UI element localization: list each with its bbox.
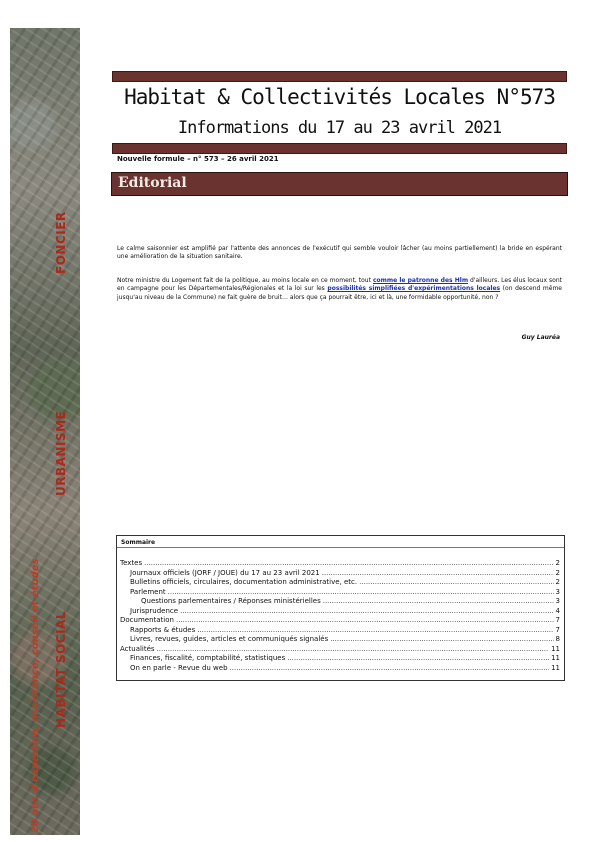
- toc-entry[interactable]: [117, 654, 564, 664]
- toc-entry-label: Actualités: [120, 644, 155, 653]
- banner-label-foncier: FONCIER: [54, 211, 68, 274]
- toc-entry-page: 11: [551, 644, 560, 653]
- banner-label-urbanisme: URBANISME: [54, 410, 68, 496]
- toc-entry-page: 4: [555, 606, 560, 615]
- toc-entry-label: Questions parlementaires / Réponses ministérielles: [141, 597, 321, 605]
- toc-leader-dots: [180, 607, 553, 617]
- toc-entry-page: 3: [555, 597, 560, 605]
- toc-entry-label: Textes: [120, 559, 143, 567]
- editorial-paragraph-2: [117, 277, 562, 302]
- toc-leader-dots: [330, 635, 553, 645]
- header-rule-bottom: [112, 143, 567, 154]
- editorial-text: (on descend même jusqu'au niveau de la Commune) ne fait guère de bruit… alors que ça pourrait être, ici et là, une formidable opportunité, non ?: [117, 285, 562, 301]
- toc-entry-label: Jurisprudence: [130, 606, 179, 615]
- toc-entry[interactable]: [117, 664, 564, 674]
- toc-entry-page: 3: [555, 587, 560, 596]
- toc-entry-page: 2: [555, 578, 560, 586]
- toc-leader-dots: [168, 588, 554, 598]
- toc-leader-dots: [176, 616, 554, 626]
- toc-leader-dots: [322, 569, 554, 579]
- page-subtitle: Informations du 17 au 23 avril 2021: [177, 118, 502, 138]
- toc-leader-dots: [323, 597, 554, 607]
- toc-heading: Sommaire: [117, 536, 564, 548]
- editorial-heading: Editorial: [118, 175, 187, 191]
- toc-entry[interactable]: [117, 569, 564, 579]
- toc-entry-page: 11: [551, 654, 560, 662]
- toc-entry-page: 7: [555, 625, 560, 634]
- page-title: Habitat & Collectivités Locales N°573: [124, 85, 555, 109]
- toc-entry-label: Finances, fiscalité, comptabilité, statistiques: [130, 654, 286, 662]
- aerial-photo-banner: [10, 28, 80, 835]
- toc-entry[interactable]: [117, 607, 564, 617]
- toc-entry[interactable]: [117, 578, 564, 588]
- toc-entry-page: 11: [551, 663, 560, 672]
- toc-entry[interactable]: [117, 559, 564, 569]
- banner-tagline: 20 ans d'expertise, assistance, conseil et études: [30, 558, 41, 833]
- toc-entry-page: 7: [555, 616, 560, 624]
- table-of-contents: [116, 535, 565, 681]
- toc-list: [117, 548, 564, 673]
- toc-entry-label: On en parle - Revue du web: [130, 663, 228, 672]
- toc-entry-label: Rapports & études: [130, 625, 196, 634]
- toc-entry-label: Bulletins officiels, circulaires, documentation administrative, etc.: [130, 578, 358, 586]
- toc-entry-label: Journaux officiels (JORF / JOUE) du 17 au 23 avril 2021: [130, 568, 320, 577]
- toc-entry-label: Livres, revues, guides, articles et communiqués signalés: [130, 635, 329, 643]
- toc-entry-page: 8: [555, 635, 560, 643]
- toc-entry[interactable]: [117, 588, 564, 598]
- toc-leader-dots: [287, 654, 549, 664]
- editorial-signature: Guy Lauréa: [521, 334, 560, 341]
- toc-entry-page: 2: [555, 568, 560, 577]
- toc-entry-label: Documentation: [120, 616, 174, 624]
- editorial-paragraph-1: Le calme saisonnier est amplifié par l'attente des annonces de l'exécutif qui semble vouloir lâcher (au moins partiellement) la bride en espérant une amélioration de la situation sanitaire.: [117, 245, 562, 261]
- editorial-text: d'ailleurs. Les élus locaux sont en campagne pour les Départementales/Régionales et la loi sur les: [117, 277, 562, 293]
- toc-leader-dots: [230, 664, 550, 674]
- header-rule-top: [112, 71, 567, 82]
- link-experimentations-locales[interactable]: possibilités simplifiées d'expérimentations locales: [327, 285, 501, 293]
- link-patronne-hlm[interactable]: comme le patronne des Hlm: [372, 277, 469, 284]
- toc-leader-dots: [157, 645, 550, 655]
- toc-entry[interactable]: [117, 626, 564, 636]
- toc-entry[interactable]: [117, 616, 564, 626]
- toc-entry[interactable]: [117, 645, 564, 655]
- toc-entry-label: Parlement: [130, 587, 166, 596]
- issue-line: Nouvelle formule – n° 573 – 26 avril 2021: [117, 155, 279, 163]
- toc-leader-dots: [144, 559, 553, 569]
- toc-entry[interactable]: [117, 597, 564, 607]
- toc-entry[interactable]: [117, 635, 564, 645]
- banner-label-habitat-social: HABITAT SOCIAL: [54, 611, 68, 728]
- editorial-text: Notre ministre du Logement fait de la politique, au moins locale en ce moment, tout: [117, 277, 373, 284]
- editorial-heading-bar: [111, 172, 568, 196]
- toc-leader-dots: [197, 626, 553, 636]
- toc-leader-dots: [359, 578, 553, 588]
- toc-entry-page: 2: [555, 559, 560, 567]
